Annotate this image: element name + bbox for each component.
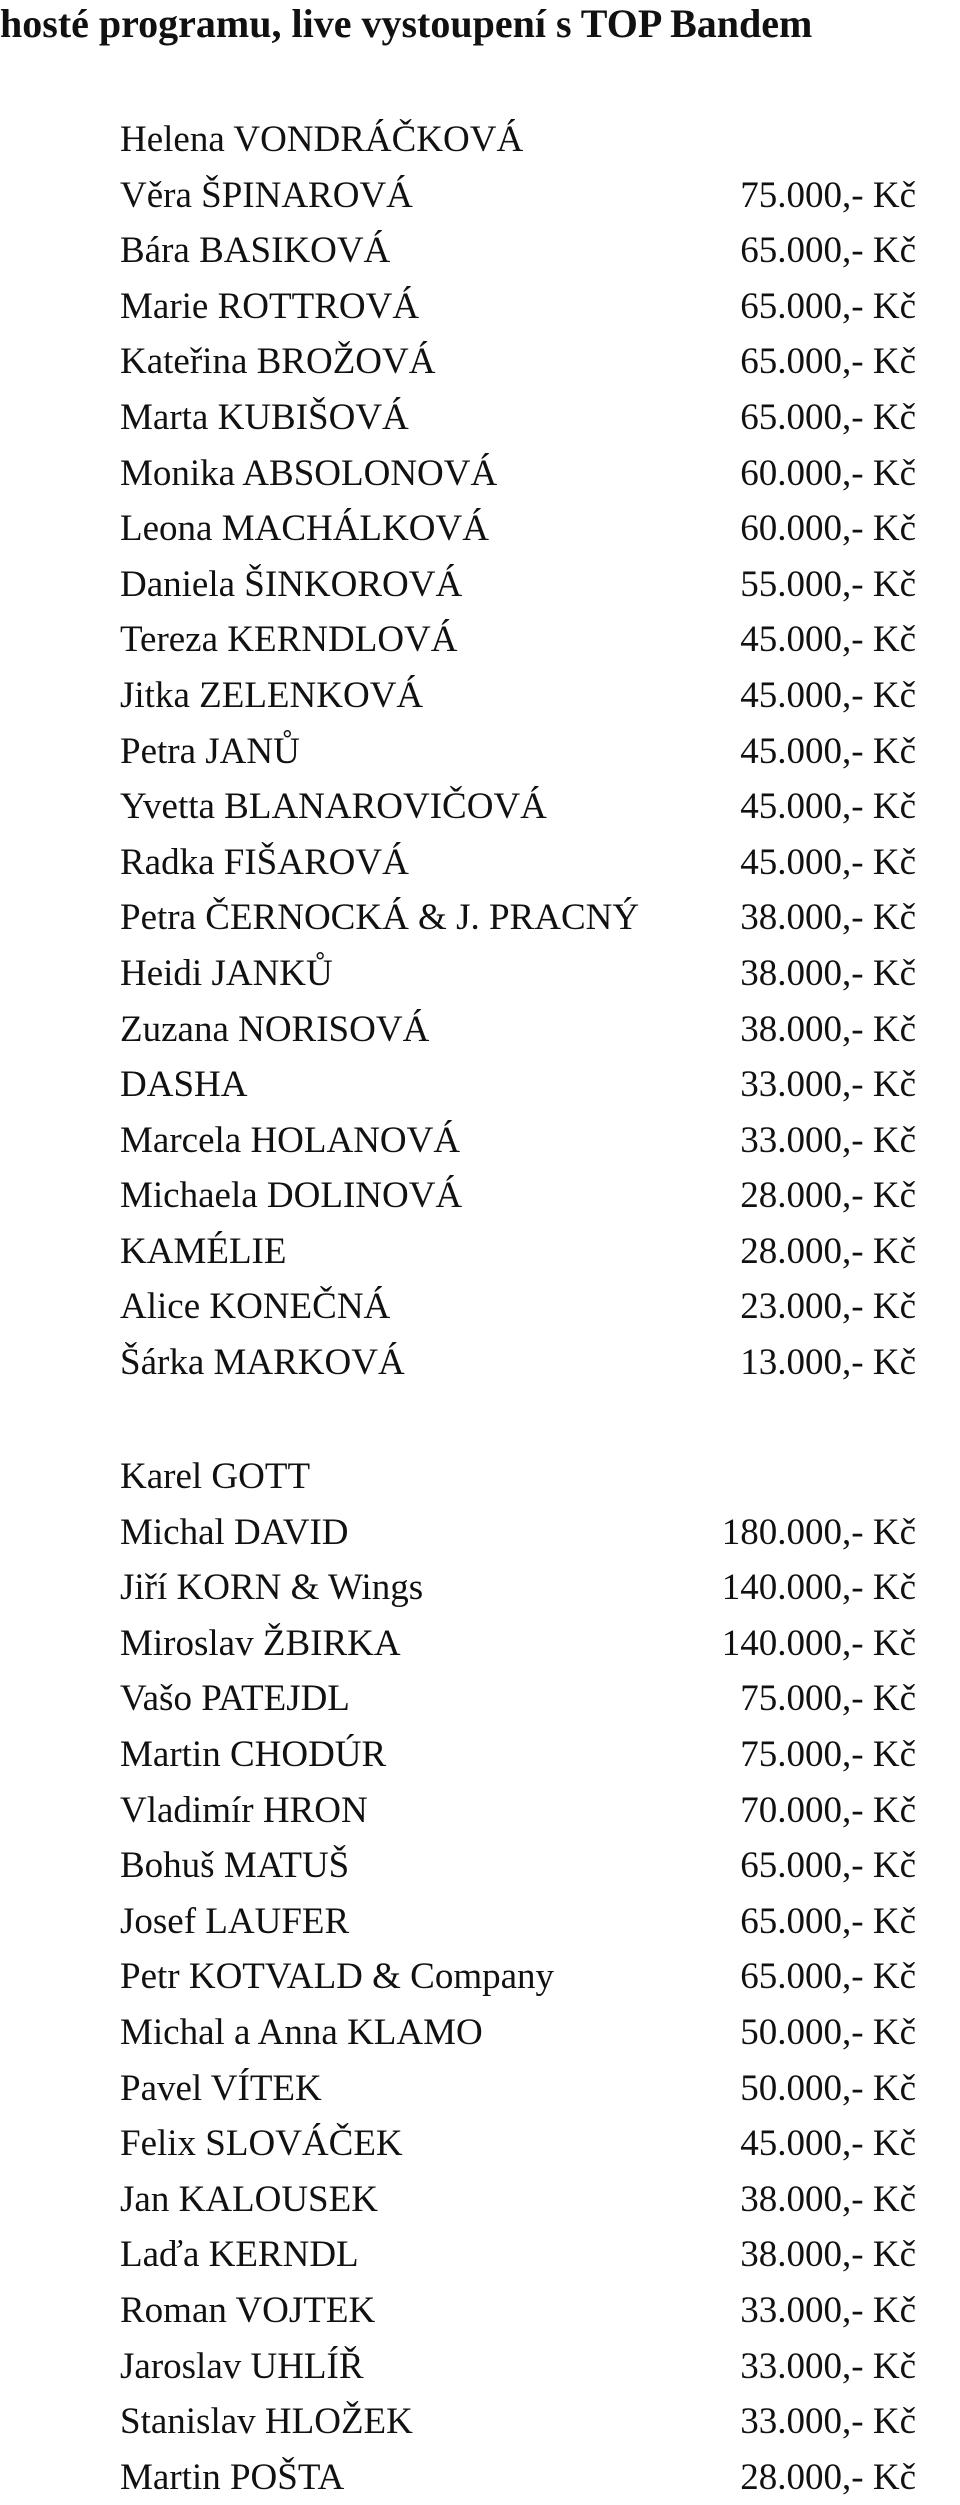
artist-name: Petra ČERNOCKÁ & J. PRACNÝ	[120, 897, 640, 939]
artist-fee: 75.000,- Kč	[740, 174, 916, 216]
artist-name: Vladimír HRON	[120, 1789, 368, 1831]
artist-name: Monika ABSOLONOVÁ	[120, 452, 498, 494]
artist-row	[0, 1168, 960, 1224]
artist-name: Jaroslav UHLÍŘ	[120, 2345, 364, 2387]
artist-fee: 45.000,- Kč	[740, 2123, 916, 2165]
artist-name: Martin CHODÚR	[120, 1733, 387, 1775]
artist-fee: 55.000,- Kč	[740, 563, 916, 605]
artist-name: Tereza KERNDLOVÁ	[120, 619, 458, 661]
artist-name: Miroslav ŽBIRKA	[120, 1622, 401, 1664]
artist-fee: 140.000,- Kč	[721, 1622, 916, 1664]
artist-row	[0, 1113, 960, 1169]
artist-fee: 38.000,- Kč	[740, 952, 916, 994]
artist-row	[0, 835, 960, 891]
artist-name: Roman VOJTEK	[120, 2289, 376, 2331]
female-artists-list	[0, 112, 960, 1391]
artist-fee: 33.000,- Kč	[740, 1064, 916, 1106]
artist-fee: 45.000,- Kč	[740, 786, 916, 828]
artist-row	[0, 2283, 960, 2339]
artist-name: Zuzana NORISOVÁ	[120, 1008, 430, 1050]
artist-fee: 140.000,- Kč	[721, 1567, 916, 1609]
artist-row	[0, 724, 960, 780]
artist-row	[0, 279, 960, 335]
artist-name: KAMÉLIE	[120, 1230, 287, 1272]
artist-name: Daniela ŠINKOROVÁ	[120, 563, 463, 605]
artist-name: Bohuš MATUŠ	[120, 1845, 350, 1887]
artist-name: Michal a Anna KLAMO	[120, 2011, 483, 2053]
artist-fee: 28.000,- Kč	[740, 2456, 916, 2498]
artist-fee: 70.000,- Kč	[740, 1789, 916, 1831]
artist-name: Yvetta BLANAROVIČOVÁ	[120, 786, 547, 828]
artist-row	[0, 112, 960, 168]
artist-row	[0, 1727, 960, 1783]
artist-name: Kateřina BROŽOVÁ	[120, 341, 436, 383]
artist-name: Jan KALOUSEK	[120, 2178, 378, 2220]
artist-fee: 33.000,- Kč	[740, 2345, 916, 2387]
artist-fee: 65.000,- Kč	[740, 230, 916, 272]
artist-row	[0, 2005, 960, 2061]
artist-name: Karel GOTT	[120, 1456, 311, 1497]
artist-row	[0, 1505, 960, 1561]
artist-row	[0, 1057, 960, 1113]
male-artists-list	[0, 1449, 960, 2505]
artist-fee: 28.000,- Kč	[740, 1230, 916, 1272]
artist-name: Vašo PATEJDL	[120, 1678, 350, 1720]
artist-name: Michal DAVID	[120, 1511, 349, 1553]
artist-fee: 60.000,- Kč	[740, 452, 916, 494]
artist-row	[0, 2227, 960, 2283]
artist-name: Petr KOTVALD & Company	[120, 1956, 555, 1998]
artist-row	[0, 2116, 960, 2172]
artist-fee: 33.000,- Kč	[740, 2289, 916, 2331]
artist-name: Jiří KORN & Wings	[120, 1567, 424, 1609]
artist-name: Šárka MARKOVÁ	[120, 1342, 405, 1384]
artist-fee: 65.000,- Kč	[740, 396, 916, 438]
artist-fee: 65.000,- Kč	[740, 1956, 916, 1998]
artist-name: DASHA	[120, 1064, 248, 1106]
artist-row	[0, 779, 960, 835]
artist-row	[0, 1449, 960, 1505]
artist-row	[0, 2339, 960, 2395]
artist-name: Marta KUBIŠOVÁ	[120, 396, 409, 438]
artist-name: Leona MACHÁLKOVÁ	[120, 508, 489, 550]
artist-row	[0, 1279, 960, 1335]
artist-fee: 45.000,- Kč	[740, 841, 916, 883]
artist-row	[0, 1894, 960, 1950]
artist-row	[0, 1002, 960, 1058]
artist-row	[0, 668, 960, 724]
artist-name: Petra JANŮ	[120, 730, 300, 772]
artist-row	[0, 557, 960, 613]
artist-fee: 33.000,- Kč	[740, 1119, 916, 1161]
artist-row	[0, 2172, 960, 2228]
artist-row	[0, 1838, 960, 1894]
artist-name: Jitka ZELENKOVÁ	[120, 674, 424, 716]
artist-fee: 45.000,- Kč	[740, 730, 916, 772]
artist-fee: 38.000,- Kč	[740, 897, 916, 939]
artist-row	[0, 1616, 960, 1672]
artist-row	[0, 2394, 960, 2450]
artist-row	[0, 446, 960, 502]
artist-fee: 65.000,- Kč	[740, 285, 916, 327]
artist-row	[0, 612, 960, 668]
artist-fee: 45.000,- Kč	[740, 619, 916, 661]
artist-fee: 65.000,- Kč	[740, 1900, 916, 1942]
artist-name: Pavel VÍTEK	[120, 2067, 322, 2109]
artist-name: Helena VONDRÁČKOVÁ	[120, 119, 524, 160]
artist-name: Laďa KERNDL	[120, 2234, 359, 2276]
artist-fee: 38.000,- Kč	[740, 1008, 916, 1050]
artist-fee: 75.000,- Kč	[740, 1678, 916, 1720]
artist-row	[0, 501, 960, 557]
page-title: hosté programu, live vystoupení s TOP Bandem	[0, 1, 813, 46]
artist-name: Radka FIŠAROVÁ	[120, 841, 409, 883]
artist-fee: 13.000,- Kč	[740, 1342, 916, 1384]
artist-row	[0, 890, 960, 946]
artist-fee: 28.000,- Kč	[740, 1175, 916, 1217]
artist-row	[0, 334, 960, 390]
artist-row	[0, 946, 960, 1002]
artist-name: Martin POŠTA	[120, 2456, 345, 2498]
artist-row	[0, 1560, 960, 1616]
artist-row	[0, 390, 960, 446]
artist-row	[0, 1224, 960, 1280]
artist-fee: 23.000,- Kč	[740, 1286, 916, 1328]
artist-name: Felix SLOVÁČEK	[120, 2123, 403, 2165]
artist-fee: 50.000,- Kč	[740, 2067, 916, 2109]
artist-row	[0, 168, 960, 224]
artist-name: Věra ŠPINAROVÁ	[120, 174, 413, 216]
artist-name: Michaela DOLINOVÁ	[120, 1175, 463, 1217]
artist-name: Bára BASIKOVÁ	[120, 230, 391, 272]
artist-fee: 180.000,- Kč	[721, 1511, 916, 1553]
artist-row	[0, 1783, 960, 1839]
artist-fee: 75.000,- Kč	[740, 1733, 916, 1775]
artist-name: Marie ROTTROVÁ	[120, 285, 420, 327]
artist-row	[0, 2450, 960, 2505]
artist-row	[0, 1335, 960, 1391]
artist-row	[0, 2061, 960, 2117]
artist-fee: 38.000,- Kč	[740, 2234, 916, 2276]
artist-fee: 45.000,- Kč	[740, 674, 916, 716]
artist-name: Stanislav HLOŽEK	[120, 2401, 413, 2443]
artist-fee: 38.000,- Kč	[740, 2178, 916, 2220]
artist-row	[0, 223, 960, 279]
artist-fee: 50.000,- Kč	[740, 2011, 916, 2053]
artist-fee: 33.000,- Kč	[740, 2401, 916, 2443]
artist-name: Alice KONEČNÁ	[120, 1286, 391, 1328]
artist-fee: 60.000,- Kč	[740, 508, 916, 550]
artist-row	[0, 1949, 960, 2005]
artist-name: Marcela HOLANOVÁ	[120, 1119, 461, 1161]
artist-row	[0, 1671, 960, 1727]
artist-name: Josef LAUFER	[120, 1900, 350, 1942]
artist-fee: 65.000,- Kč	[740, 1845, 916, 1887]
artist-fee: 65.000,- Kč	[740, 341, 916, 383]
artist-name: Heidi JANKŮ	[120, 952, 333, 994]
